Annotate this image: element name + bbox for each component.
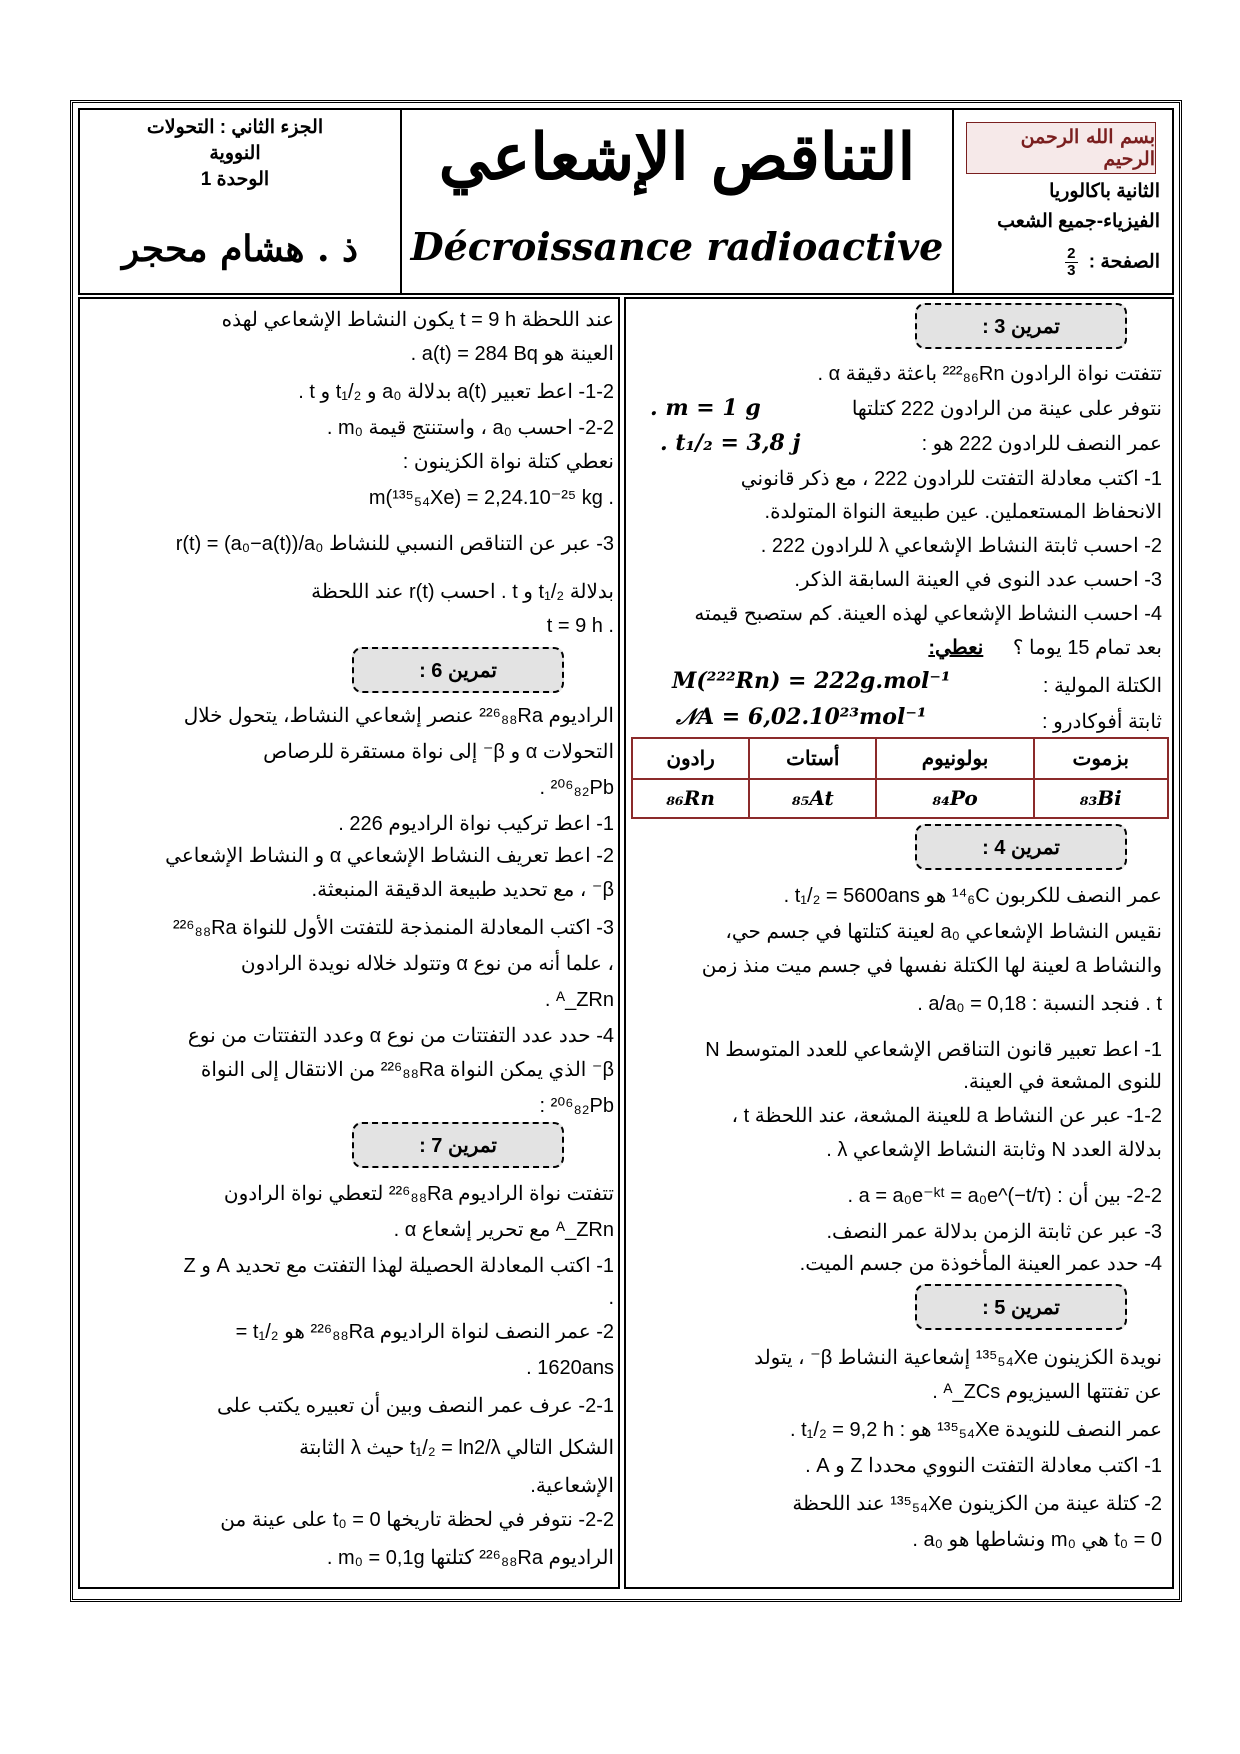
ex4-line: t . فنجد النسبة : a/a₀ = 0,18 . xyxy=(917,993,1162,1015)
ex3-line: تتفتت نواة الرادون ²²²₈₆Rn باعثة دقيقة α . xyxy=(817,363,1162,385)
table-row xyxy=(632,779,1168,818)
ex3-line: 1- اكتب معادلة التفتت للرادون 222 ، مع ذكر قانوني xyxy=(740,468,1162,490)
table-cell: بزموت xyxy=(1034,738,1168,779)
ex4-line: 1- اعط تعبير قانون التناقص الإشعاعي للعدد المتوسط N xyxy=(705,1039,1162,1061)
ex5-cont-line: نعطي كتلة نواة الكزينون : xyxy=(402,451,614,473)
ex3-line: ثابتة أفوكادرو : xyxy=(1042,711,1162,733)
ex5-line: عمر النصف للنويدة ¹³⁵₅₄Xe هو : t₁/₂ = 9,2 h . xyxy=(790,1419,1162,1441)
ex7-line: 2-1- عرف عمر النصف وبين أن تعبيره يكتب على xyxy=(216,1395,614,1417)
ex3-line: عمر النصف للرادون 222 هو : xyxy=(921,433,1162,455)
ex4-line: 1-2- عبر عن النشاط a للعينة المشعة، عند اللحظة t ، xyxy=(731,1105,1162,1127)
ex7-line: 1620ans . xyxy=(526,1357,614,1379)
table-cell: ₈₅At xyxy=(749,779,876,818)
ex7-line: 1- اكتب المعادلة الحصيلة لهذا التفتت مع تحديد A و Z xyxy=(183,1255,614,1277)
ex5-line: عن تفتتها السيزيوم ᴬ_ZCs . xyxy=(932,1381,1162,1403)
nuclides-table xyxy=(631,737,1169,819)
ex6-line: β⁻ ، مع تحديد طبيعة الدقيقة المنبعثة. xyxy=(311,879,614,901)
ex3-line-text: بعد تمام 15 يوما ؟ xyxy=(1012,637,1162,659)
ex7-line: 2-2- نتوفر في لحظة تاريخها t₀ = 0 على عينة من xyxy=(220,1509,614,1531)
ex5-cont-line: العينة هو a(t) = 284 Bq . xyxy=(410,343,614,365)
ex3-line: 2- احسب ثابتة النشاط الإشعاعي λ للرادون 222 . xyxy=(760,535,1162,557)
ex3-line xyxy=(636,634,1162,662)
ex6-line: ²⁰⁶₈₂Pb . xyxy=(539,777,614,799)
ex3-equation: . m = 1 g xyxy=(650,395,761,421)
page-number: 2 xyxy=(1067,245,1076,262)
teacher-name: ذ . هشام محجر xyxy=(121,228,359,270)
ex5-cont-line: 3- عبر عن التناقص النسبي للنشاط r(t) = (a₀−a(t))/a₀ xyxy=(175,533,614,555)
ex7-line: تتفتت نواة الراديوم ²²⁶₈₈Ra لتعطي نواة الرادون xyxy=(223,1183,614,1205)
exercise-6-badge: تمرين 6 : xyxy=(352,647,564,693)
ex6-line: β⁻ الذي يمكن النواة ²²⁶₈₈Ra من الانتقال إلى النواة xyxy=(200,1059,614,1081)
ex6-line: ²⁰⁶₈₂Pb : xyxy=(539,1095,614,1117)
ex3-line: 4- احسب النشاط الإشعاعي لهذه العينة. كم ستصبح قيمته xyxy=(694,603,1162,625)
title-french: Décroissance radioactive xyxy=(410,224,944,269)
table-cell: ₈₄Po xyxy=(876,779,1033,818)
ex5-cont-line: . m(¹³⁵₅₄Xe) = 2,24.10⁻²⁵ kg xyxy=(368,487,614,509)
ex7-line: . xyxy=(608,1287,614,1309)
ex6-line: 1- اعط تركيب نواة الراديوم 226 . xyxy=(338,813,614,835)
ex4-line: 2-2- بين أن : a = a₀e⁻ᵏᵗ = a₀e^(−t/τ) . xyxy=(847,1185,1162,1207)
exercise-7-badge: تمرين 7 : xyxy=(352,1122,564,1168)
ex3-line: الكتلة المولية : xyxy=(1042,675,1162,697)
page-fraction xyxy=(1065,246,1077,279)
exercise-3-badge: تمرين 3 : xyxy=(915,303,1127,349)
page-header xyxy=(78,108,1174,295)
ex5-cont-line: عند اللحظة t = 9 h يكون النشاط الإشعاعي لهذه xyxy=(221,309,614,331)
ex3-equation: 𝒩A = 6,02.10²³mol⁻¹ xyxy=(676,704,927,730)
title-arabic: التناقص الإشعاعي xyxy=(438,120,916,195)
table-row xyxy=(632,738,1168,779)
page-indicator xyxy=(1065,246,1160,279)
header-info-cell xyxy=(952,110,1172,293)
part-line-1: الجزء الثاني : التحولات xyxy=(146,117,324,138)
ex7-line: 2- عمر النصف لنواة الراديوم ²²⁶₈₈Ra هو t₁/₂ = xyxy=(235,1321,614,1343)
table-cell: ₈₃Bi xyxy=(1034,779,1168,818)
ex6-line: ، علما أنه من نوع α وتتولد خلاله نويدة الرادون xyxy=(240,953,614,975)
ex5-cont-line: بدلالة t₁/₂ و t . احسب r(t) عند اللحظة xyxy=(311,581,614,603)
ex6-line: ᴬ_ZRn . xyxy=(544,989,614,1011)
ex4-line: بدلالة العدد N وثابتة النشاط الإشعاعي λ . xyxy=(826,1139,1162,1161)
exercise-5-badge: تمرين 5 : xyxy=(915,1284,1127,1330)
ex6-line: التحولات α و β⁻ إلى نواة مستقرة للرصاص xyxy=(263,741,614,763)
ex3-line: 3- احسب عدد النوى في العينة السابقة الذكر. xyxy=(794,569,1162,591)
level-label: الثانية باكالوريا xyxy=(1049,181,1160,202)
ex4-line: والنشاط a لعينة لها الكتلة نفسها في جسم ميت منذ زمن xyxy=(701,955,1162,977)
ex4-line: عمر النصف للكربون ¹⁴₆C هو t₁/₂ = 5600ans . xyxy=(783,885,1162,907)
ex4-line: نقيس النشاط الإشعاعي a₀ لعينة كتلتها في جسم حي، xyxy=(725,921,1162,943)
ex5-line: نويدة الكزينون ¹³⁵₅₄Xe إشعاعية النشاط β⁻ ، يتولد xyxy=(754,1347,1162,1369)
ex7-line: الراديوم ²²⁶₈₈Ra كتلتها m₀ = 0,1g . xyxy=(326,1547,614,1569)
unit-label: الوحدة 1 xyxy=(200,169,270,190)
ex7-line: الشكل التالي t₁/₂ = ln2/λ حيث λ الثابتة xyxy=(299,1437,614,1459)
page-label: الصفحة : xyxy=(1088,251,1160,273)
ex6-line: 4- حدد عدد التفتتات من نوع α وعدد التفتتات من نوع xyxy=(187,1025,614,1047)
ex3-line: الانحفاظ المستعملين. عين طبيعة النواة المتولدة. xyxy=(764,501,1162,523)
header-unit-cell xyxy=(80,110,400,293)
ex7-line: ᴬ_ZRn مع تحرير إشعاع α . xyxy=(393,1219,614,1241)
ex3-equation: . t₁/₂ = 3,8 j xyxy=(660,430,801,456)
part-line-2: النووية xyxy=(209,143,261,164)
ex6-line: 2- اعط تعريف النشاط الإشعاعي α و النشاط الإشعاعي xyxy=(165,845,614,867)
ex6-line: 3- اكتب المعادلة المنمذجة للتفتت الأول للنواة ²²⁶₈₈Ra xyxy=(172,917,614,939)
ex4-line: 4- حدد عمر العينة المأخوذة من جسم الميت. xyxy=(799,1253,1162,1275)
ex5-cont-line: 1-2- اعط تعبير a(t) بدلالة a₀ و t₁/₂ و t . xyxy=(298,381,614,403)
ex3-equation: M(²²²Rn) = 222g.mol⁻¹ xyxy=(672,668,951,694)
ex7-line: الإشعاعية. xyxy=(530,1475,614,1497)
exercise-4-badge: تمرين 4 : xyxy=(915,824,1127,870)
basmala-logo: بسم الله الرحمن الرحيم xyxy=(966,122,1156,174)
header-title-cell xyxy=(400,110,952,293)
ex6-line: الراديوم ²²⁶₈₈Ra عنصر إشعاعي النشاط، يتحول خلال xyxy=(183,705,614,727)
table-cell: أستات xyxy=(749,738,876,779)
page-total: 3 xyxy=(1067,262,1076,279)
subject-label: الفيزياء-جميع الشعب xyxy=(997,211,1160,232)
ex4-line: 3- عبر عن ثابتة الزمن بدلالة عمر النصف. xyxy=(826,1221,1162,1243)
ex5-cont-line: 2-2- احسب a₀ ، واستنتج قيمة m₀ . xyxy=(326,417,614,439)
table-cell: ₈₆Rn xyxy=(632,779,749,818)
ex5-line: t₀ = 0 هي m₀ ونشاطها هو a₀ . xyxy=(912,1529,1162,1551)
ex5-cont-line: . t = 9 h xyxy=(546,615,614,637)
given-label: نعطي: xyxy=(928,637,984,659)
ex5-line: 1- اكتب معادلة التفتت النووي محددا Z و A . xyxy=(805,1455,1162,1477)
ex4-line: للنوى المشعة في العينة. xyxy=(963,1071,1162,1093)
ex3-line: نتوفر على عينة من الرادون 222 كتلتها xyxy=(851,398,1162,420)
table-cell: بولونيوم xyxy=(876,738,1033,779)
ex5-line: 2- كتلة عينة من الكزينون ¹³⁵₅₄Xe عند اللحظة xyxy=(792,1493,1162,1515)
table-cell: رادون xyxy=(632,738,749,779)
